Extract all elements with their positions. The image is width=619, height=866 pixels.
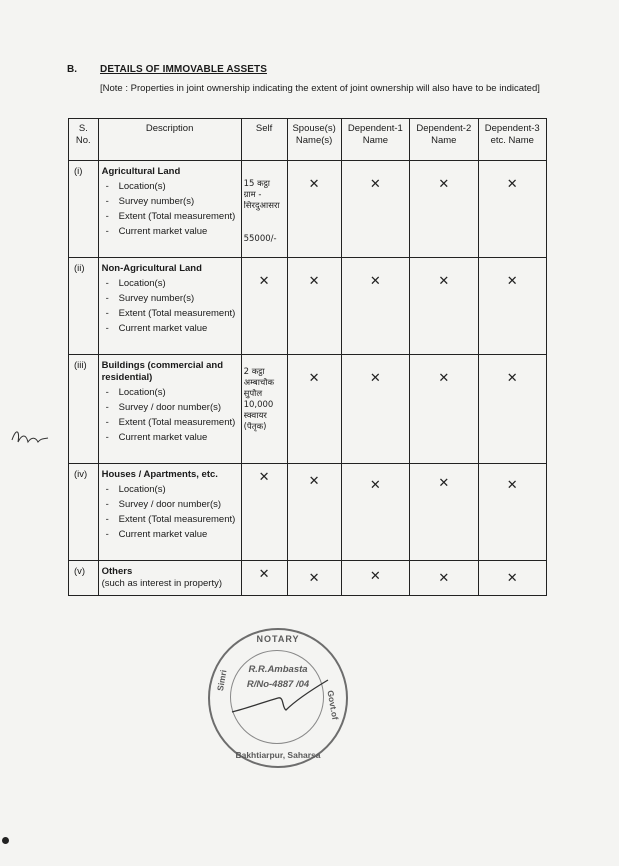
spouse-value	[287, 561, 341, 596]
self-value	[241, 161, 287, 258]
row-sno: (iii)	[69, 355, 99, 464]
cross-mark: ✕	[506, 571, 518, 586]
stamp-top-text: NOTARY	[256, 634, 300, 644]
spouse-value	[287, 258, 341, 355]
handwritten-line: (पैतृक)	[243, 422, 267, 432]
notary-signature	[228, 672, 338, 732]
table-header-row	[69, 119, 547, 161]
list-item: - Current market value	[102, 432, 238, 444]
section-number: B.	[67, 64, 77, 75]
handwritten-line: 15 कट्ठा	[243, 179, 270, 189]
row-items	[102, 181, 238, 238]
row-items	[102, 278, 238, 335]
row-category: Agricultural Land	[101, 166, 181, 177]
dependent-3-value	[478, 161, 546, 258]
table-row	[69, 161, 547, 258]
dependent-3-value	[478, 258, 546, 355]
list-item: - Location(s)	[102, 278, 238, 290]
row-sno: (ii)	[69, 258, 99, 355]
punch-mark	[2, 837, 9, 844]
dependent-2-value	[410, 258, 478, 355]
handwritten-line: स्क्वायर	[243, 411, 267, 421]
cross-mark: ✕	[506, 177, 518, 192]
dependent-1-value	[341, 561, 409, 596]
handwritten-line: 55000/-	[243, 234, 277, 244]
list-item: - Location(s)	[102, 387, 238, 399]
stamp-left-text: Simri	[215, 669, 229, 692]
list-item: - Survey number(s)	[102, 196, 238, 208]
cross-mark: ✕	[308, 371, 320, 386]
section-note: [Note : Properties in joint ownership indicating the extent of joint ownership will also have to be indicated]	[100, 83, 540, 94]
stamp-registration: R/No-4887 /04	[246, 679, 310, 690]
dependent-3-value	[478, 464, 546, 561]
row-description	[98, 464, 241, 561]
list-item: - Location(s)	[102, 484, 238, 496]
list-item: - Extent (Total measurement)	[102, 514, 238, 526]
cross-mark: ✕	[258, 274, 270, 289]
list-item: - Current market value	[102, 323, 238, 335]
row-category: Houses / Apartments, etc.	[101, 469, 218, 480]
dependent-1-value	[341, 355, 409, 464]
dependent-1-value	[341, 258, 409, 355]
cross-mark: ✕	[369, 478, 381, 493]
cross-mark: ✕	[308, 571, 320, 586]
list-item: - Survey / door number(s)	[102, 402, 238, 414]
handwritten-line: 10,000	[243, 400, 274, 410]
dependent-1-value	[341, 464, 409, 561]
dependent-3-value	[478, 355, 546, 464]
header-dependent-1: Dependent-1 Name	[341, 119, 409, 161]
handwritten-line: सिरदुआसरा	[243, 201, 280, 211]
header-description: Description	[98, 119, 241, 161]
header-dependent-3: Dependent-3 etc. Name	[478, 119, 546, 161]
cross-mark: ✕	[506, 371, 518, 386]
dependent-1-value	[341, 161, 409, 258]
row-description	[98, 161, 241, 258]
row-category: Others	[101, 566, 133, 577]
row-items	[102, 484, 238, 541]
row-description	[98, 561, 241, 596]
cross-mark: ✕	[258, 567, 270, 582]
handwritten-line: सुपौल	[243, 389, 263, 399]
cross-mark: ✕	[369, 177, 381, 192]
cross-mark: ✕	[506, 274, 518, 289]
table-row	[69, 464, 547, 561]
stamp-right-text: Govt.of	[325, 689, 341, 721]
cross-mark: ✕	[369, 274, 381, 289]
row-subtitle: (such as interest in property)	[101, 578, 222, 589]
table-row	[69, 258, 547, 355]
row-category: Buildings (commercial and residential)	[101, 360, 224, 383]
cross-mark: ✕	[258, 470, 270, 485]
spouse-value	[287, 355, 341, 464]
cross-mark: ✕	[438, 371, 450, 386]
table-row	[69, 561, 547, 596]
cross-mark: ✕	[438, 571, 450, 586]
handwritten-line: 2 कट्ठा	[243, 367, 265, 377]
header-sno: S. No.	[69, 119, 99, 161]
list-item: - Survey number(s)	[102, 293, 238, 305]
dependent-2-value	[410, 161, 478, 258]
header-spouse: Spouse(s) Name(s)	[287, 119, 341, 161]
cross-mark: ✕	[308, 274, 320, 289]
row-sno: (iv)	[69, 464, 99, 561]
header-dependent-2: Dependent-2 Name	[410, 119, 478, 161]
list-item: - Extent (Total measurement)	[102, 417, 238, 429]
cross-mark: ✕	[438, 177, 450, 192]
self-value	[241, 258, 287, 355]
header-self: Self	[241, 119, 287, 161]
list-item: - Location(s)	[102, 181, 238, 193]
cross-mark: ✕	[438, 274, 450, 289]
spouse-value	[287, 464, 341, 561]
handwritten-line: ग्राम -	[243, 190, 262, 200]
stamp-bottom-text: Bakhtiarpur, Saharsa	[235, 750, 321, 760]
row-description	[98, 355, 241, 464]
stamp-notary-name: R.R.Ambasta	[248, 664, 308, 675]
self-value	[241, 561, 287, 596]
cross-mark: ✕	[438, 476, 450, 491]
section-title: DETAILS OF IMMOVABLE ASSETS	[100, 64, 267, 75]
dependent-2-value	[410, 355, 478, 464]
row-description	[98, 258, 241, 355]
dependent-2-value	[410, 561, 478, 596]
table-row	[69, 355, 547, 464]
list-item: - Current market value	[102, 226, 238, 238]
handwritten-line	[244, 212, 284, 234]
self-value	[241, 355, 287, 464]
handwritten-line: अम्बाचौक	[243, 378, 275, 388]
dependent-3-value	[478, 561, 546, 596]
list-item: - Survey / door number(s)	[102, 499, 238, 511]
cross-mark: ✕	[369, 569, 381, 584]
row-category: Non-Agricultural Land	[101, 263, 202, 274]
list-item: - Extent (Total measurement)	[102, 211, 238, 223]
cross-mark: ✕	[506, 478, 518, 493]
cross-mark: ✕	[308, 177, 320, 192]
self-value	[241, 464, 287, 561]
dependent-2-value	[410, 464, 478, 561]
spouse-value	[287, 161, 341, 258]
list-item: - Extent (Total measurement)	[102, 308, 238, 320]
cross-mark: ✕	[308, 474, 320, 489]
cross-mark: ✕	[369, 371, 381, 386]
margin-initials-signature	[10, 426, 50, 450]
list-item: - Current market value	[102, 529, 238, 541]
row-items	[102, 387, 238, 444]
row-sno: (i)	[69, 161, 99, 258]
immovable-assets-table	[68, 118, 547, 596]
row-sno: (v)	[69, 561, 99, 596]
